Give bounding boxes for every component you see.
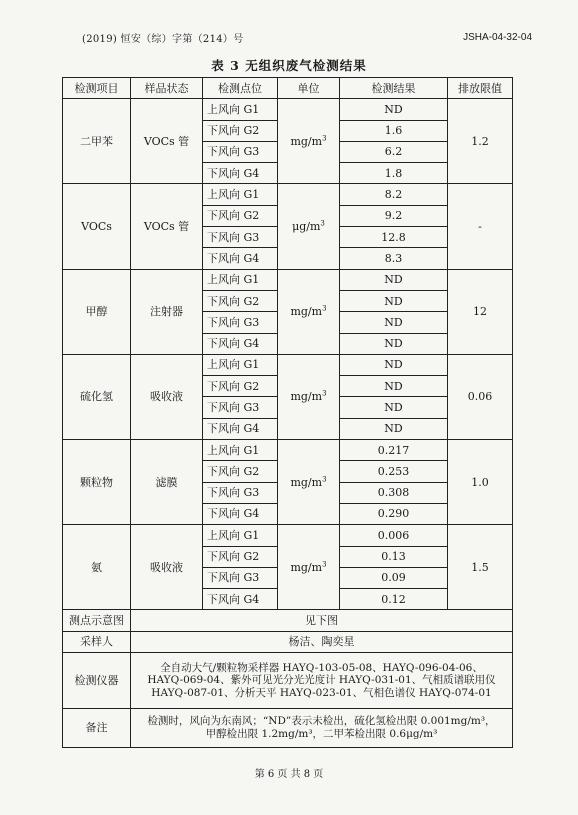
test-item-cell: 二甲苯 bbox=[63, 99, 131, 184]
result-cell: ND bbox=[340, 333, 448, 354]
unit-superscript: 3 bbox=[322, 560, 327, 569]
sampling-point-cell: 下风向 G3 bbox=[203, 141, 278, 162]
result-cell: ND bbox=[340, 290, 448, 311]
table-row bbox=[63, 354, 513, 375]
table-row bbox=[63, 440, 513, 461]
sampling-point-cell: 下风向 G3 bbox=[203, 312, 278, 333]
remark-line: 甲醇检出限 1.2mg/m³，二甲苯检出限 0.6μg/m³ bbox=[205, 728, 438, 741]
emission-limit-cell: 1.2 bbox=[448, 99, 513, 184]
table-row bbox=[63, 525, 513, 546]
result-cell: 9.2 bbox=[340, 205, 448, 226]
result-cell: ND bbox=[340, 376, 448, 397]
unit-cell bbox=[278, 99, 340, 184]
unit-base: mg/m bbox=[290, 560, 323, 574]
emission-limit-cell: 1.0 bbox=[448, 440, 513, 525]
table-row bbox=[63, 99, 513, 120]
sampling-point-cell: 下风向 G2 bbox=[203, 205, 278, 226]
instrument-row bbox=[63, 653, 513, 709]
unit-superscript: 3 bbox=[322, 389, 327, 398]
sampling-point-cell: 下风向 G2 bbox=[203, 376, 278, 397]
table-title: 表 3 无组织废气检测结果 bbox=[211, 58, 367, 73]
instrument-row-value bbox=[131, 653, 513, 709]
sample-state-cell: 注射器 bbox=[131, 269, 203, 354]
result-cell: 0.308 bbox=[340, 482, 448, 503]
instrument-line: HAYQ-069-04、紫外可见光分光光度计 HAYQ-031-01、气相质谱联用仪 bbox=[147, 674, 496, 687]
unit-cell bbox=[278, 269, 340, 354]
result-cell: ND bbox=[340, 269, 448, 290]
unit-base: μg/m bbox=[292, 219, 321, 233]
result-cell: ND bbox=[340, 354, 448, 375]
sampling-point-cell: 上风向 G1 bbox=[203, 525, 278, 546]
document-number: (2019) 恒安（综）字第（214）号 bbox=[82, 34, 244, 45]
result-cell: 1.8 bbox=[340, 163, 448, 184]
column-header: 检测结果 bbox=[340, 78, 448, 99]
diagram-row bbox=[63, 610, 513, 631]
sampling-point-cell: 下风向 G4 bbox=[203, 333, 278, 354]
result-cell: ND bbox=[340, 418, 448, 439]
instrument-line: 全自动大气/颗粒物采样器 HAYQ-103-05-08、HAYQ-096-04-06、 bbox=[160, 661, 483, 674]
result-cell: 6.2 bbox=[340, 141, 448, 162]
sampling-point-cell: 下风向 G2 bbox=[203, 546, 278, 567]
sample-state-cell: 吸收液 bbox=[131, 525, 203, 610]
remark-row bbox=[63, 709, 513, 748]
instrument-row-label: 检测仪器 bbox=[63, 653, 131, 709]
result-cell: ND bbox=[340, 99, 448, 120]
sampling-point-cell: 下风向 G4 bbox=[203, 418, 278, 439]
sampling-point-cell: 下风向 G3 bbox=[203, 567, 278, 588]
result-cell: ND bbox=[340, 312, 448, 333]
sampling-point-cell: 下风向 G3 bbox=[203, 227, 278, 248]
test-item-cell: 颗粒物 bbox=[63, 440, 131, 525]
sampling-point-cell: 上风向 G1 bbox=[203, 354, 278, 375]
sampling-point-cell: 下风向 G4 bbox=[203, 248, 278, 269]
sampling-point-cell: 上风向 G1 bbox=[203, 184, 278, 205]
table-header-row bbox=[63, 78, 513, 99]
sample-state-cell: VOCs 管 bbox=[131, 184, 203, 269]
column-header: 单位 bbox=[278, 78, 340, 99]
sample-state-cell: 滤膜 bbox=[131, 440, 203, 525]
sampler-row-value: 杨洁、陶奕星 bbox=[131, 631, 513, 652]
sampling-point-cell: 下风向 G3 bbox=[203, 482, 278, 503]
sampling-point-cell: 上风向 G1 bbox=[203, 440, 278, 461]
unit-superscript: 3 bbox=[322, 474, 327, 483]
test-item-cell: 硫化氢 bbox=[63, 354, 131, 439]
unit-base: mg/m bbox=[290, 390, 323, 404]
emission-limit-cell: 0.06 bbox=[448, 354, 513, 439]
remark-line: 检测时，风向为东南风；“ND”表示未检出，硫化氢检出限 0.001mg/m³， bbox=[147, 715, 496, 728]
sampling-point-cell: 下风向 G2 bbox=[203, 461, 278, 482]
remark-row-value bbox=[131, 709, 513, 748]
unit-cell bbox=[278, 440, 340, 525]
unit-base: mg/m bbox=[290, 134, 323, 148]
sampler-row-label: 采样人 bbox=[63, 631, 131, 652]
result-cell: 0.253 bbox=[340, 461, 448, 482]
result-cell: 0.13 bbox=[340, 546, 448, 567]
test-item-cell: 甲醇 bbox=[63, 269, 131, 354]
unit-base: mg/m bbox=[290, 475, 323, 489]
sample-state-cell: 吸收液 bbox=[131, 354, 203, 439]
column-header: 排放限值 bbox=[448, 78, 513, 99]
table-row bbox=[63, 269, 513, 290]
results-table bbox=[62, 77, 513, 748]
sampling-point-cell: 下风向 G4 bbox=[203, 589, 278, 610]
emission-limit-cell: 12 bbox=[448, 269, 513, 354]
sampling-point-cell: 下风向 G2 bbox=[203, 290, 278, 311]
result-cell: 0.217 bbox=[340, 440, 448, 461]
sampler-row bbox=[63, 631, 513, 652]
diagram-row-value: 见下图 bbox=[131, 610, 513, 631]
test-item-cell: VOCs bbox=[63, 184, 131, 269]
result-cell: ND bbox=[340, 397, 448, 418]
sampling-point-cell: 下风向 G4 bbox=[203, 163, 278, 184]
table-row bbox=[63, 184, 513, 205]
result-cell: 0.12 bbox=[340, 589, 448, 610]
page-number: 第 6 页 共 8 页 bbox=[254, 769, 324, 780]
result-cell: 0.290 bbox=[340, 503, 448, 524]
column-header: 样品状态 bbox=[131, 78, 203, 99]
diagram-row-label: 测点示意图 bbox=[63, 610, 131, 631]
result-cell: 0.09 bbox=[340, 567, 448, 588]
unit-superscript: 3 bbox=[322, 304, 327, 313]
remark-row-label: 备注 bbox=[63, 709, 131, 748]
result-cell: 1.6 bbox=[340, 120, 448, 141]
sampling-point-cell: 上风向 G1 bbox=[203, 269, 278, 290]
unit-superscript: 3 bbox=[320, 219, 325, 228]
sampling-point-cell: 上风向 G1 bbox=[203, 99, 278, 120]
instrument-line: HAYQ-087-01、分析天平 HAYQ-023-01、气相色谱仪 HAYQ-074-01 bbox=[151, 686, 492, 699]
column-header: 检测项目 bbox=[63, 78, 131, 99]
column-header: 检测点位 bbox=[203, 78, 278, 99]
sampling-point-cell: 下风向 G3 bbox=[203, 397, 278, 418]
test-item-cell: 氨 bbox=[63, 525, 131, 610]
form-code: JSHA-04-32-04 bbox=[463, 32, 532, 43]
result-cell: 12.8 bbox=[340, 227, 448, 248]
unit-cell bbox=[278, 184, 340, 269]
unit-cell bbox=[278, 354, 340, 439]
result-cell: 0.006 bbox=[340, 525, 448, 546]
sampling-point-cell: 下风向 G2 bbox=[203, 120, 278, 141]
sample-state-cell: VOCs 管 bbox=[131, 99, 203, 184]
unit-base: mg/m bbox=[290, 305, 323, 319]
result-cell: 8.3 bbox=[340, 248, 448, 269]
emission-limit-cell: - bbox=[448, 184, 513, 269]
result-cell: 8.2 bbox=[340, 184, 448, 205]
unit-cell bbox=[278, 525, 340, 610]
sampling-point-cell: 下风向 G4 bbox=[203, 503, 278, 524]
unit-superscript: 3 bbox=[322, 134, 327, 143]
emission-limit-cell: 1.5 bbox=[448, 525, 513, 610]
